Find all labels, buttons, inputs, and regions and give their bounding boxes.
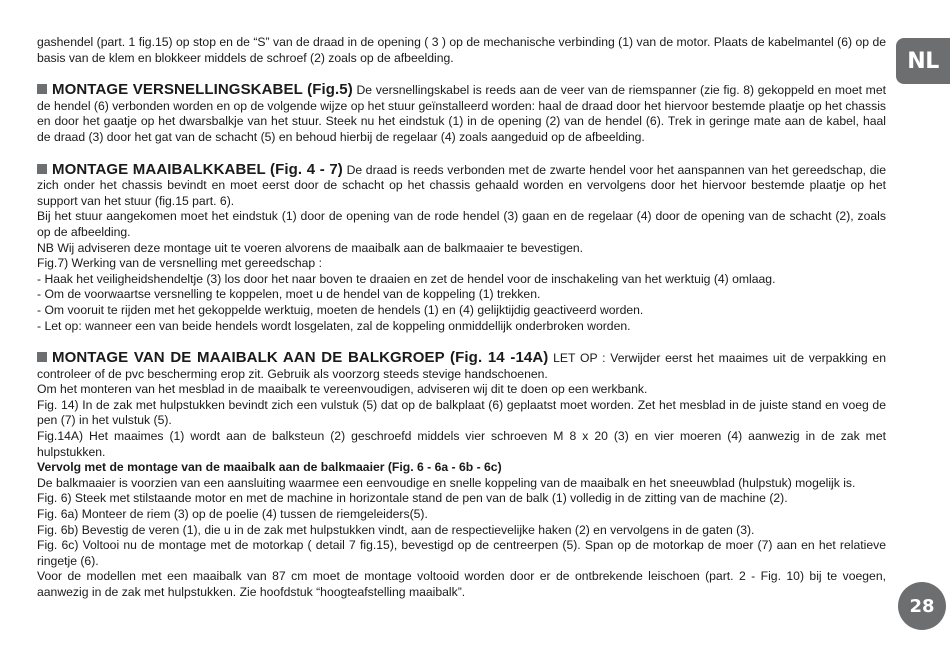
section-text: De draad is reeds verbonden met de zwarte hendel voor het aanspannen van het gereedschap, die zich onder het chassis bevindt en moet eerst door de schacht op het chassis gehaald worden en vervolgens door het hiervoor bestemde plaatje op het support van het stuur (fig.15 part. 6). [37, 162, 886, 208]
square-bullet-icon [37, 352, 47, 362]
language-tab: NL [896, 38, 950, 84]
square-bullet-icon [37, 84, 47, 94]
subheading: Vervolg met de montage van de maaibalk aan de balkmaaier (Fig. 6 - 6a - 6b - 6c) [37, 460, 502, 475]
text-line: Om het monteren van het mesblad in de maaibalk te vereenvoudigen, adviseren wij dit te doen op een werkbank. [37, 382, 648, 397]
text-line: - Let op: wanneer een van beide hendels wordt losgelaten, zal de koppeling onmiddellijk onderbroken worden. [37, 318, 631, 333]
text-line: Fig. 14) In de zak met hulpstukken bevindt zich een vulstuk (5) dat op de balkplaat (6) geplaatst moet worden. Zet het mesblad in de juiste stand en voeg de pen (7) in het vulstuk (5). [37, 397, 886, 428]
text-line: Fig. 6) Steek met stilstaande motor en met de machine in horizontale stand de pen van de balk (1) volledig in de zitting van de machine (2). [37, 491, 788, 506]
section-maaibalk-montage [37, 350, 886, 382]
text-line: - Om de voorwaartse versnelling te koppelen, moet u de hendel van de koppeling (1) trekken. [37, 287, 541, 302]
page-content [37, 35, 886, 601]
text-line: NB Wij adviseren deze montage uit te voeren alvorens de maaibalk aan de balkmaaier te bevestigen. [37, 240, 584, 255]
text-line: Fig. 6c) Voltooi nu de montage met de motorkap ( detail 7 fig.15), bevestigd op de centreerpen (5). Span op de motorkap de moer (7) aan en het relatieve ringetje (6). [37, 538, 886, 568]
intro-paragraph: gashendel (part. 1 fig.15) op stop en de “S” van de draad in de opening ( 3 ) op de mechanische verbinding (1) van de motor. Plaats de kabelmantel (6) op de basis van de klem en blokkeer middels de schroef (2) zoals op de afbeelding. [37, 35, 886, 65]
section-versnellingskabel [37, 82, 886, 145]
text-line: Fig.14A) Het maaimes (1) wordt aan de balksteun (2) geschroefd middels vier schroeven M 8 x 20 (3) en vier moeren (4) aanwezig in de zak met hulpstukken. [37, 429, 886, 459]
text-line: Fig. 6a) Monteer de riem (3) op de poelie (4) tussen de riemgeleiders(5). [37, 507, 428, 522]
text-line: Voor de modellen met een maaibalk van 87 cm moet de montage voltooid worden door er de ontbrekende leischoen (part. 2 - Fig. 10) bij te voegen, aanwezig in de zak met hulpstukken. Zie hoofdstuk “hoogteafstelling maaibalk”. [37, 569, 886, 599]
section-text: De versnellingskabel is reeds aan de veer van de riemspanner (zie fig. 8) gekoppeld en moet met de hendel (6) verbonden worden en op de volgende wijze op het stuur geïnstalleerd worden: haal de draad door het hiervoor bestemde plaatje op het chassis en door het gaatje op het dwarsbalkje van het stuur. Steek nu het eindstuk (1) in de opening (2) van de hendel (6). Trek in geringe mate aan de kabel, haal de draad (3) door het gat van de schacht (5) en behoud hierbij de regelaar (4) zoals aangeduid op de afbeelding. [37, 83, 886, 144]
text-line: Fig. 6b) Bevestig de veren (1), die u in de zak met hulpstukken vindt, aan de respectievelijke haken (2) en vervolgens in de gaten (3). [37, 522, 755, 537]
text-line: - Om vooruit te rijden met het gekoppelde werktuig, moeten de hendels (1) en (4) gelijktijdig geactiveerd worden. [37, 302, 644, 317]
page-number-badge: 28 [898, 582, 946, 630]
section-heading: MONTAGE VAN DE MAAIBALK AAN DE BALKGROEP (Fig. 14 -14A) [52, 349, 549, 367]
square-bullet-icon [37, 164, 47, 174]
section-maaibalkkabel [37, 162, 886, 210]
text-line: Fig.7) Werking van de versnelling met gereedschap : [37, 256, 322, 271]
section-heading: MONTAGE MAAIBALKKABEL (Fig. 4 - 7) [52, 160, 343, 178]
text-line: Bij het stuur aangekomen moet het eindstuk (1) door de opening van de rode hendel (3) gaan en de regelaar (4) door de opening van de schacht (2), zoals op de afbeelding. [37, 209, 886, 239]
section-text: LET OP : Verwijder eerst het maaimes uit de verpakking en controleer of de pvc bescherming erop zit. Gebruik als voorzorg steeds stevige handschoenen. [37, 351, 886, 381]
section-heading: MONTAGE VERSNELLINGSKABEL (Fig.5) [52, 81, 353, 99]
text-line: - Haak het veiligheidshendeltje (3) los door het naar boven te draaien en zet de hendel voor de inschakeling van het werktuig (4) omlaag. [37, 271, 776, 286]
text-line: De balkmaaier is voorzien van een aansluiting waarmee een eenvoudige en snelle koppeling van de maaibalk en het sneeuwblad (hulpstuk) mogelijk is. [37, 475, 856, 490]
